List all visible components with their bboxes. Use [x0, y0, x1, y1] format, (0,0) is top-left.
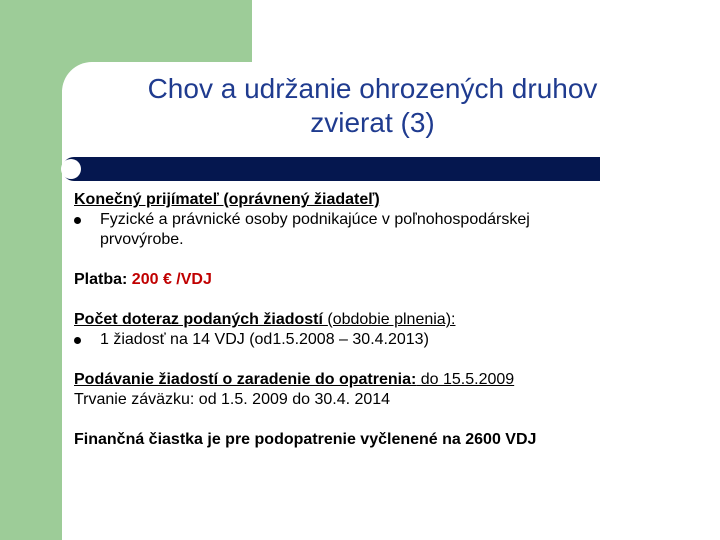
applications-bullet-text: 1 žiadosť na 14 VDJ (od1.5.2008 – 30.4.2013): [100, 331, 429, 348]
applications-heading-suffix: (obdobie plnenia):: [327, 311, 456, 328]
decorative-green-strip: [0, 0, 62, 540]
submission-value: do 15.5.2009: [416, 371, 515, 388]
submission-label: Podávanie žiadostí o zaradenie do opatrenia:: [74, 371, 417, 388]
slide-body: [74, 190, 694, 450]
recipient-bullet: [74, 210, 694, 250]
divider-bar-dot: [61, 159, 81, 179]
bullet-icon: [74, 217, 81, 224]
applications-bullet: [74, 330, 694, 350]
title-line-2: zvierat (3): [310, 107, 435, 138]
commitment-duration: Trvanie záväzku: od 1.5. 2009 do 30.4. 2014: [74, 391, 391, 408]
bullet-icon: [74, 337, 81, 344]
payment-line: [74, 270, 694, 290]
recipient-bullet-line-2: prvovýrobe.: [100, 231, 184, 248]
amount-text: Finančná čiastka je pre podopatrenie vyčlenené na 2600 VDJ: [74, 431, 537, 448]
recipient-heading: Konečný prijímateľ (oprávnený žiadateľ): [74, 191, 380, 208]
applications-heading: Počet doteraz podaných žiadostí: [74, 311, 328, 328]
submission-line: [74, 370, 694, 390]
title-divider-bar: [62, 157, 600, 181]
slide-title: [100, 72, 645, 140]
payment-value: 200 € /VDJ: [131, 271, 212, 288]
recipient-bullet-line-1: Fyzické a právnické osoby podnikajúce v poľnohospodárskej: [100, 211, 530, 228]
applications-heading-line: [74, 310, 694, 330]
payment-label: Platba:: [74, 271, 128, 288]
title-line-1: Chov a udržanie ohrozených druhov: [147, 73, 598, 104]
